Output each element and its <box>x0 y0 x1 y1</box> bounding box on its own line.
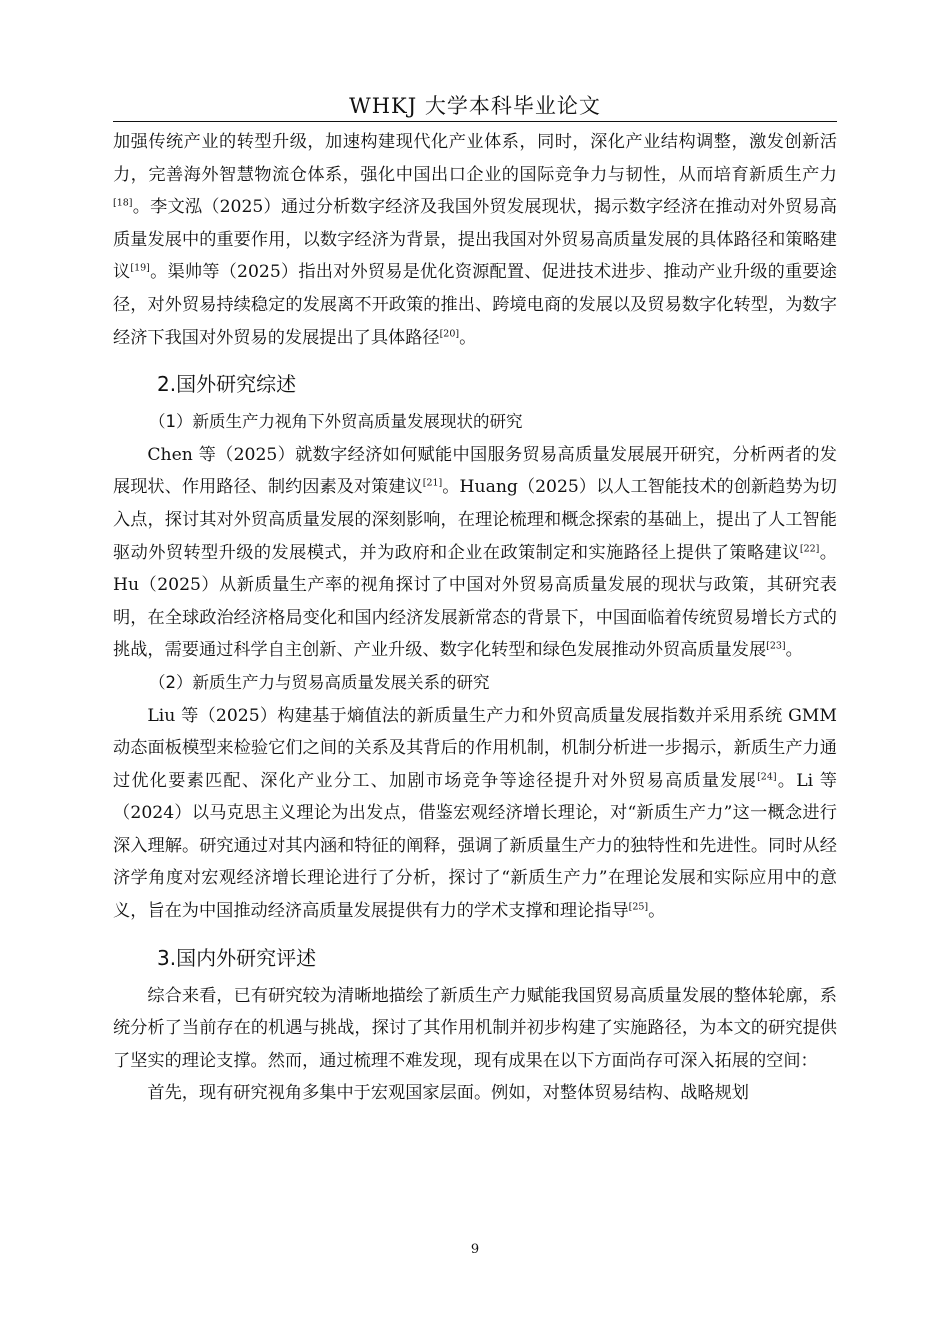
paragraph-first-point: 首先，现有研究视角多集中于宏观国家层面。例如，对整体贸易结构、战略规划 <box>147 1083 749 1104</box>
text-run: 。Li 等（2024）以马克思主义理论为出发点，借鉴宏观经济增长理论，对“新质生产力”这一概念进行深入理解。研究通过对其内涵和特征的阐释，强调了新质量生产力的独特性和先进性。同时从经济学角度对宏观经济增长理论进行了分析，探讨了“新质生产力”在理论发展和实际应用中的意义，旨在为中国推动经济高质量发展提供有力的学术支撑和理论指导 <box>113 770 837 922</box>
text-run: Liu 等（2025）构建基于熵值法的新质量生产力和外贸高质量发展指数并采用系统 GMM 动态面板模型来检验它们之间的关系及其背后的作用机制，机制分析进一步揭示，新质生产力通过优化要素匹配、深化产业分工、加剧市场竞争等途径提升对外贸易高质量发展 <box>113 705 837 791</box>
paragraph-foreign-status <box>113 439 837 667</box>
page-header-title: WHKJ 大学本科毕业论文 <box>349 94 601 118</box>
text-run: 。 <box>459 327 477 348</box>
subsection-heading-1: （1）新质生产力视角下外贸高质量发展现状的研究 <box>149 412 523 432</box>
text-run: 。 <box>785 640 803 661</box>
section-heading-review-summary: 3.国内外研究评述 <box>157 945 317 970</box>
text-run: 。Huang（2025）以人工智能技术的创新趋势为切入点，探讨其对外贸高质量发展的深刻影响，在理论梳理和概念探索的基础上，提出了人工智能驱动外贸转型升级的发展模式，并为政府和企业在政策制定和实施路径上提供了策略建议 <box>113 477 837 563</box>
text-run: Chen 等（2025）就数字经济如何赋能中国服务贸易高质量发展展开研究，分析两者的发展现状、作用路径、制约因素及对策建议 <box>113 444 837 498</box>
paragraph-summary: 综合来看，已有研究较为清晰地描绘了新质生产力赋能我国贸易高质量发展的整体轮廓，系统分析了当前存在的机遇与挑战，探讨了其作用机制并初步构建了实施路径，为本文的研究提供了坚实的理论支撑。然而，通过梳理不难发现，现有成果在以下方面尚存可深入拓展的空间： <box>113 985 837 1071</box>
citation-ref: [24] <box>757 770 777 782</box>
paragraph-relationship-study <box>113 700 837 928</box>
text-run: 。 <box>648 901 666 922</box>
section-heading-foreign-review: 2.国外研究综述 <box>157 372 297 397</box>
text-run: 。李文泓（2025）通过分析数字经济及我国外贸发展现状，揭示数字经济在推动对外贸易高质量发展中的重要作用，以数字经济为背景，提出我国对外贸易高质量发展的具体路径和策略建议 <box>113 197 837 283</box>
citation-ref: [22] <box>799 542 820 554</box>
text-run: 加强传统产业的转型升级，加速构建现代化产业体系，同时，深化产业结构调整，激发创新活力，完善海外智慧物流仓体系，强化中国出口企业的国际竞争力与韧性，从而培育新质生产力 <box>113 132 837 185</box>
citation-ref: [23] <box>766 640 786 652</box>
page-number: 9 <box>470 1242 480 1257</box>
citation-ref: [18] <box>113 197 133 209</box>
citation-ref: [25] <box>628 901 649 913</box>
subsection-heading-2: （2）新质生产力与贸易高质量发展关系的研究 <box>149 672 490 692</box>
text-run: 。 Hu（2025）从新质量生产率的视角探讨了中国对外贸易高质量发展的现状与政策，其研究表明，在全球政治经济格局变化和国内经济发展新常态的背景下，中国面临着传统贸易增长方式的挑战，需要通过科学自主创新、产业升级、数字化转型和绿色发展推动外贸高质量发展 <box>113 542 837 661</box>
text-run: 。渠帅等（2025）指出对外贸易是优化资源配置、促进技术进步、推动产业升级的重要途径，对外贸易持续稳定的发展离不开政策的推出、跨境电商的发展以及贸易数字化转型，为数字经济下我国对外贸易的发展提出了具体路径 <box>113 262 837 348</box>
citation-ref: [20] <box>439 327 460 339</box>
citation-ref: [19] <box>130 262 150 274</box>
citation-ref: [21] <box>422 477 443 489</box>
header-divider <box>113 121 837 122</box>
paragraph-domestic-review-end <box>113 126 837 354</box>
page-body <box>113 126 837 1110</box>
